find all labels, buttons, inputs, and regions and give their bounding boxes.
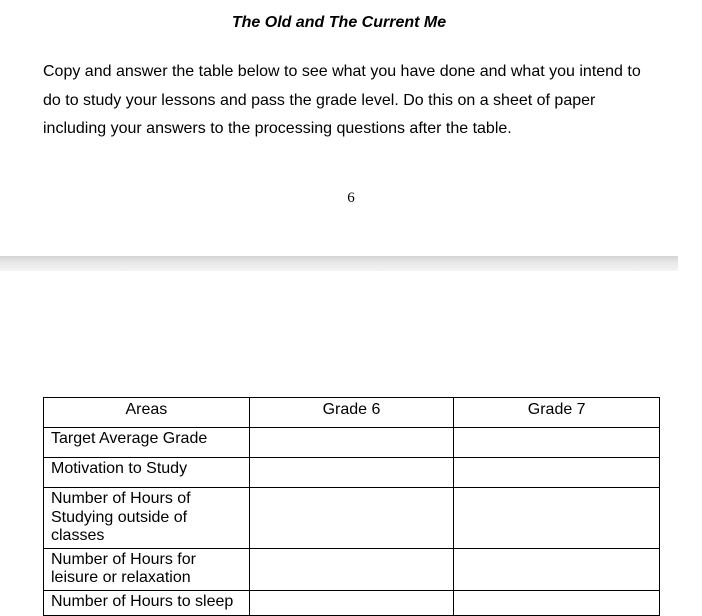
grade-6-cell — [249, 458, 454, 488]
page-number: 6 — [347, 190, 355, 206]
document-title: The Old and The Current Me — [231, 14, 447, 31]
header-grade-6: Grade 6 — [249, 398, 454, 428]
table-row — [44, 428, 660, 458]
table-row — [44, 590, 660, 615]
area-cell: Motivation to Study — [44, 458, 250, 488]
instructions-paragraph — [43, 58, 668, 144]
area-cell: Number of Hours of Studying outside of classes — [44, 488, 250, 549]
grade-7-cell — [454, 458, 660, 488]
grades-table — [43, 397, 660, 616]
grade-7-cell — [454, 548, 660, 590]
page-separator — [0, 256, 678, 271]
grade-6-cell — [249, 548, 454, 590]
table-row — [44, 488, 660, 549]
area-cell: Number of Hours for leisure or relaxation — [44, 548, 250, 590]
page-bottom — [0, 271, 678, 610]
grade-6-cell — [249, 590, 454, 615]
table-row — [44, 458, 660, 488]
grade-6-cell — [249, 488, 454, 549]
area-cell: Target Average Grade — [44, 428, 250, 458]
instructions-line-2: do to study your lessons and pass the grade level. Do this on a sheet of paper — [43, 91, 596, 109]
grade-7-cell — [454, 428, 660, 458]
table-row — [44, 548, 660, 590]
instructions-line-1: Copy and answer the table below to see what you have done and what you intend to — [43, 63, 641, 80]
grade-6-cell — [249, 428, 454, 458]
table-header-row — [44, 398, 660, 428]
header-areas: Areas — [44, 398, 250, 428]
header-grade-7: Grade 7 — [454, 398, 660, 428]
grade-7-cell — [454, 488, 660, 549]
grade-7-cell — [454, 590, 660, 615]
instructions-line-3: including your answers to the processing questions after the table. — [43, 120, 512, 137]
page-top — [0, 0, 678, 256]
area-cell: Number of Hours to sleep — [44, 590, 250, 615]
